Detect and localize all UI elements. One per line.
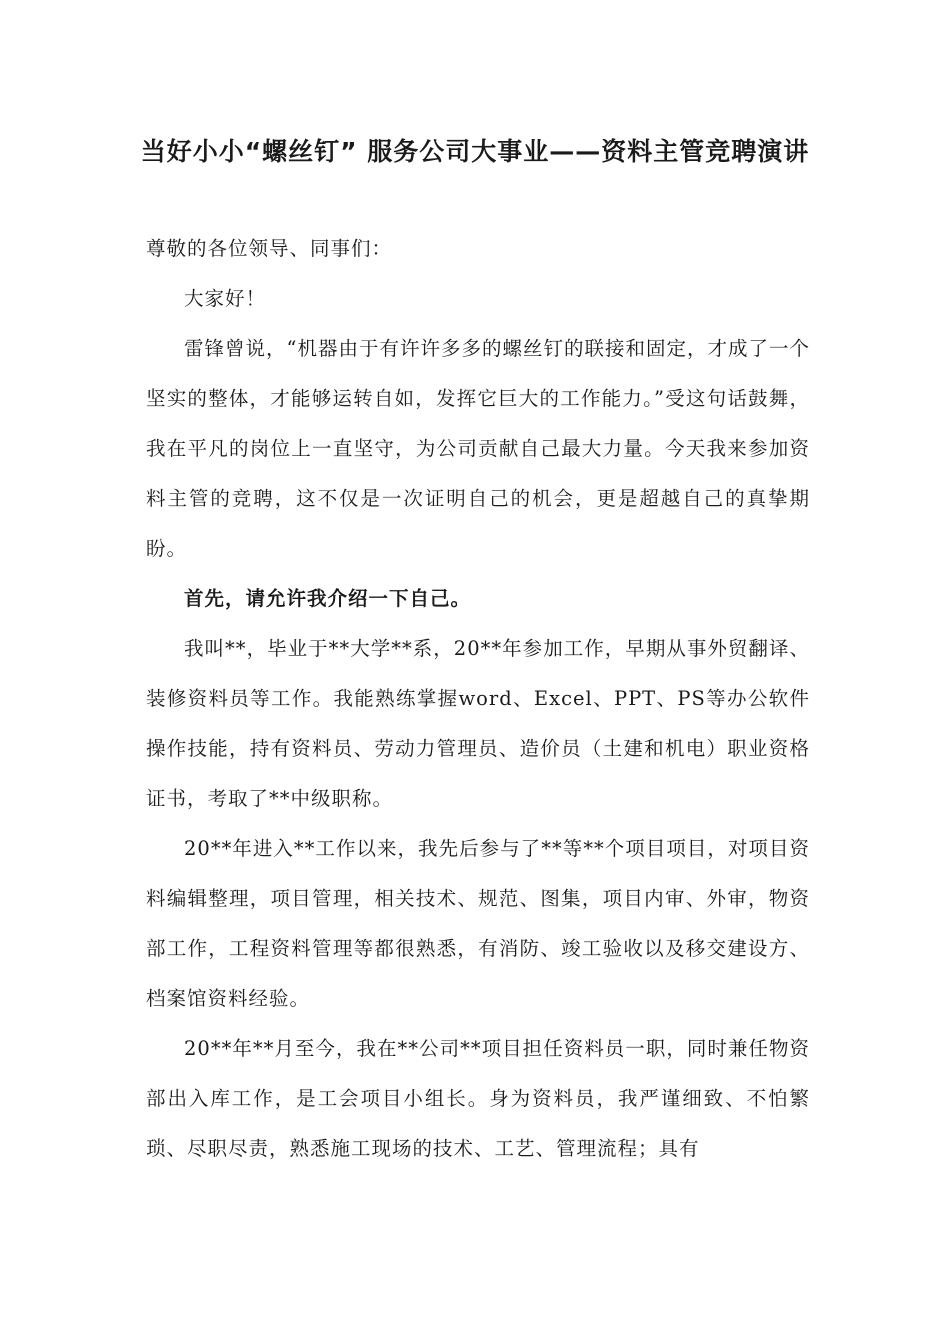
paragraph-experience: 20**年进入**工作以来，我先后参与了**等**个项目项目，对项目资料编辑整理，项目管理，相关技术、规范、图集，项目内审、外审，物资部工作，工程资料管理等都很熟悉，有消防、竣工验收以及移交建设方、档案馆资料经验。 xyxy=(146,837,810,1010)
paragraph-current-role: 20**年**月至今，我在**公司**项目担任资料员一职，同时兼任物资部出入库工作，是工会项目小组长。身为资料员，我严谨细致、不怕繁琐、尽职尽责，熟悉施工现场的技术、工艺、管理流程；具有 xyxy=(146,1037,810,1160)
greeting: 大家好！ xyxy=(184,287,267,310)
paragraph-background: 我叫**，毕业于**大学**系，20**年参加工作，早期从事外贸翻译、装修资料员等工作。我能熟练掌握word、Excel、PPT、PS等办公软件操作技能，持有资料员、劳动力管理员、造价员（土建和机电）职业资格证书，考取了**中级职称。 xyxy=(146,637,810,810)
section-heading-intro: 首先，请允许我介绍一下自己。 xyxy=(184,587,472,610)
document-body xyxy=(146,224,810,1174)
document-title: 当好小小“螺丝钉” 服务公司大事业——资料主管竞聘演讲 xyxy=(140,137,810,166)
paragraph-quote: 雷锋曾说，“机器由于有许许多多的螺丝钉的联接和固定，才成了一个坚实的整体，才能够运转自如，发挥它巨大的工作能力。”受这句话鼓舞，我在平凡的岗位上一直坚守，为公司贡献自己最大力量。今天我来参加资料主管的竞聘，这不仅是一次证明自己的机会，更是超越自己的真挚期盼。 xyxy=(146,337,810,560)
salutation: 尊敬的各位领导、同事们： xyxy=(146,237,393,260)
